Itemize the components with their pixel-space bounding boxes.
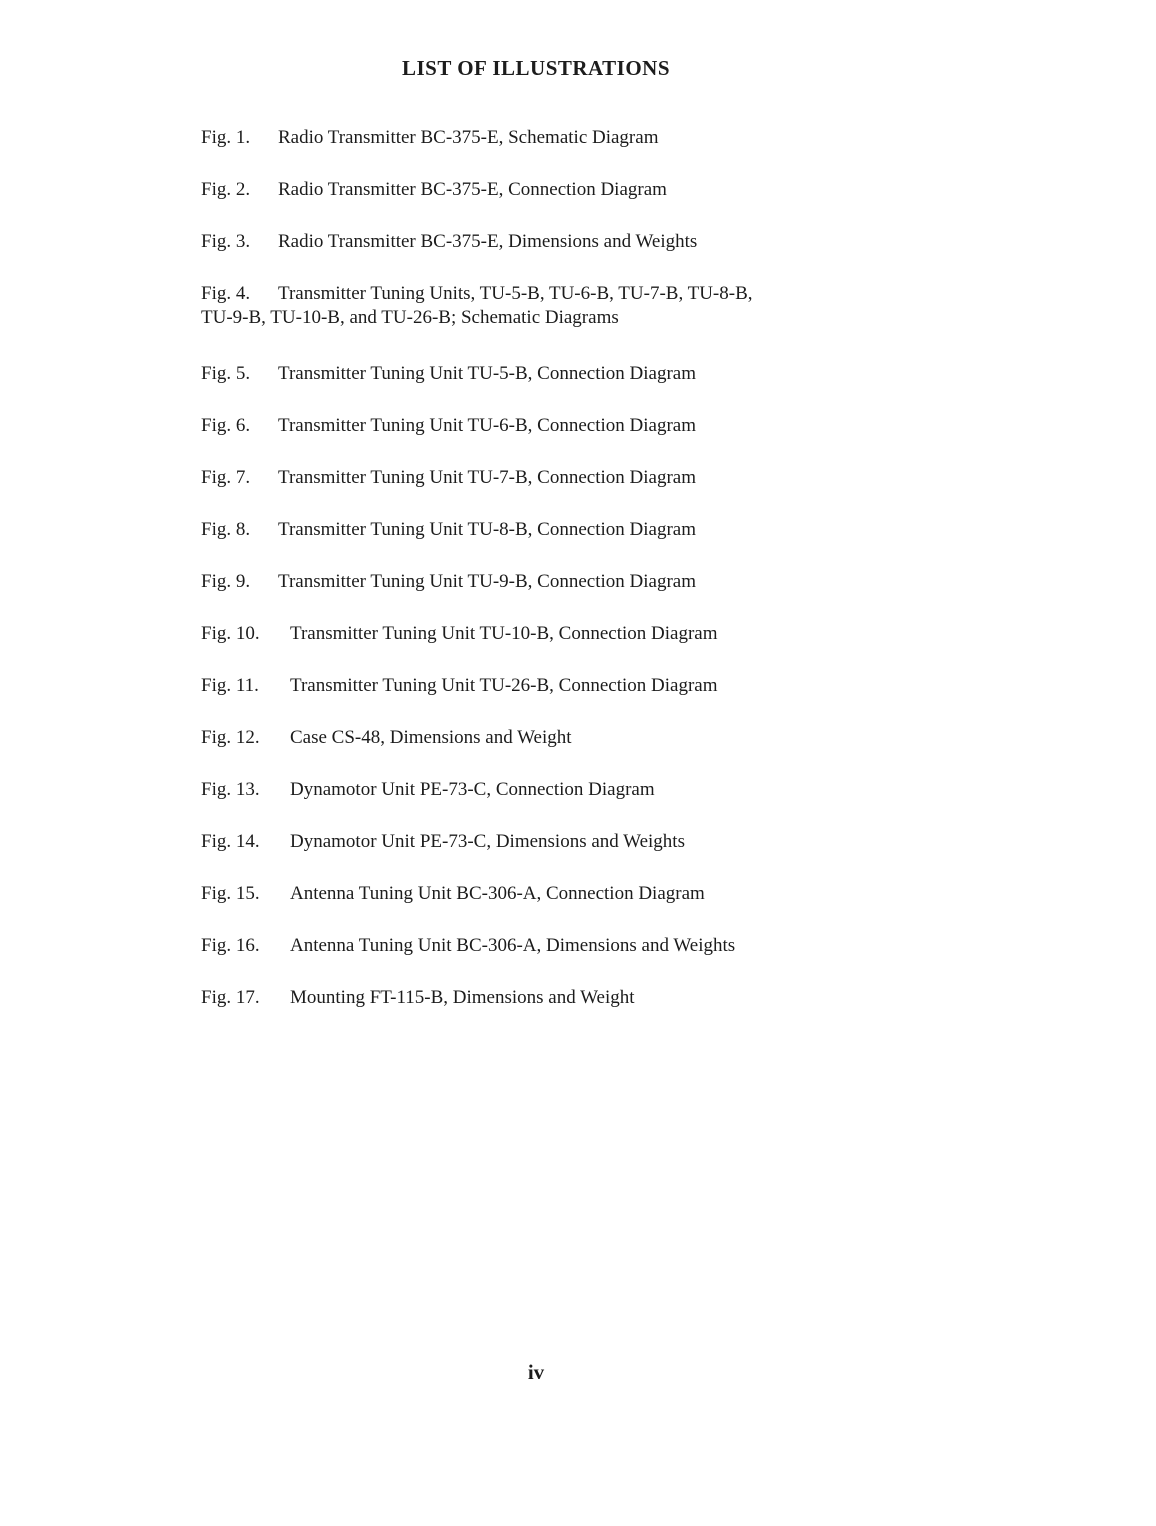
figure-number: Fig. 12. bbox=[201, 727, 260, 748]
list-item bbox=[201, 778, 901, 830]
figure-number: Fig. 8. bbox=[201, 519, 251, 540]
list-item bbox=[201, 178, 901, 230]
figure-caption: Transmitter Tuning Unit TU-26-B, Connection Diagram bbox=[290, 675, 718, 696]
figure-number: Fig. 3. bbox=[201, 231, 251, 252]
figure-number: Fig. 17. bbox=[201, 987, 260, 1008]
list-item bbox=[201, 934, 901, 986]
list-item bbox=[201, 726, 901, 778]
list-item bbox=[201, 674, 901, 726]
figure-number: Fig. 14. bbox=[201, 831, 260, 852]
figure-caption: Transmitter Tuning Units, TU-5-B, TU-6-B, TU-7-B, TU-8-B, bbox=[278, 283, 753, 304]
list-item bbox=[201, 230, 901, 282]
figure-caption: Case CS-48, Dimensions and Weight bbox=[290, 727, 572, 748]
figure-caption: Radio Transmitter BC-375-E, Dimensions and Weights bbox=[278, 231, 698, 252]
list-item bbox=[201, 362, 901, 414]
figure-number: Fig. 13. bbox=[201, 779, 260, 800]
figure-caption: Radio Transmitter BC-375-E, Connection Diagram bbox=[278, 179, 667, 200]
page-number: iv bbox=[527, 1360, 545, 1384]
figure-number: Fig. 10. bbox=[201, 623, 260, 644]
list-item bbox=[201, 830, 901, 882]
figure-caption: Transmitter Tuning Unit TU-8-B, Connection Diagram bbox=[278, 519, 696, 540]
figure-caption: Mounting FT-115-B, Dimensions and Weight bbox=[290, 987, 635, 1008]
figure-number: Fig. 16. bbox=[201, 935, 260, 956]
list-item bbox=[201, 414, 901, 466]
list-item bbox=[201, 882, 901, 934]
figure-caption: Dynamotor Unit PE-73-C, Connection Diagram bbox=[290, 779, 655, 800]
figure-caption: Transmitter Tuning Unit TU-5-B, Connection Diagram bbox=[278, 363, 696, 384]
list-item bbox=[201, 570, 901, 622]
figure-caption: Transmitter Tuning Unit TU-6-B, Connection Diagram bbox=[278, 415, 696, 436]
figure-number: Fig. 15. bbox=[201, 883, 260, 904]
figure-number: Fig. 7. bbox=[201, 467, 251, 488]
list-item bbox=[201, 622, 901, 674]
figure-caption: Antenna Tuning Unit BC-306-A, Dimensions and Weights bbox=[290, 935, 736, 956]
figure-caption: Dynamotor Unit PE-73-C, Dimensions and Weights bbox=[290, 831, 685, 852]
illustration-list bbox=[201, 126, 901, 1038]
list-item bbox=[201, 518, 901, 570]
figure-caption-continued: TU-9-B, TU-10-B, and TU-26-B; Schematic Diagrams bbox=[201, 307, 619, 328]
figure-number: Fig. 2. bbox=[201, 179, 251, 200]
list-item bbox=[201, 986, 901, 1038]
figure-caption: Transmitter Tuning Unit TU-10-B, Connection Diagram bbox=[290, 623, 718, 644]
figure-number: Fig. 1. bbox=[201, 127, 251, 148]
figure-caption: Transmitter Tuning Unit TU-7-B, Connection Diagram bbox=[278, 467, 696, 488]
figure-number: Fig. 5. bbox=[201, 363, 251, 384]
list-item bbox=[201, 466, 901, 518]
figure-caption: Antenna Tuning Unit BC-306-A, Connection Diagram bbox=[290, 883, 705, 904]
page-title: LIST OF ILLUSTRATIONS bbox=[401, 56, 671, 80]
figure-caption: Transmitter Tuning Unit TU-9-B, Connection Diagram bbox=[278, 571, 696, 592]
figure-caption: Radio Transmitter BC-375-E, Schematic Diagram bbox=[278, 127, 659, 148]
figure-number: Fig. 4. bbox=[201, 283, 251, 304]
list-item bbox=[201, 126, 901, 178]
figure-number: Fig. 11. bbox=[201, 675, 259, 696]
list-item bbox=[201, 282, 901, 362]
figure-number: Fig. 9. bbox=[201, 571, 251, 592]
figure-number: Fig. 6. bbox=[201, 415, 251, 436]
